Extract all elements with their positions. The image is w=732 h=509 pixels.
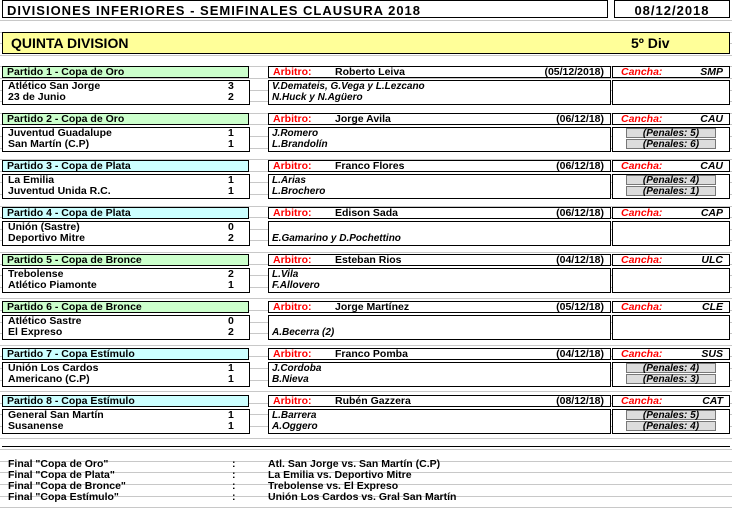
referee-name: Esteban Rios [335, 254, 402, 266]
referee-label: Arbitro: [273, 254, 312, 266]
home-score: 1 [228, 127, 234, 139]
final-name: Final "Copa de Plata" [8, 469, 115, 481]
away-team: Deportivo Mitre [8, 232, 86, 244]
final-sep: : [232, 458, 236, 470]
referee-date: (06/12/18) [556, 160, 604, 172]
away-penalties: (Penales: 1) [626, 186, 716, 196]
home-team: La Emilia [8, 174, 55, 186]
home-team: Trebolense [8, 268, 64, 280]
referee-label: Arbitro: [273, 113, 312, 125]
final-matchup: La Emilia vs. Deportivo Mitre [268, 469, 412, 481]
home-scorers: J.Cordoba [272, 363, 322, 374]
away-team: Juventud Unida R.C. [8, 185, 111, 197]
home-penalties: (Penales: 5) [626, 128, 716, 138]
home-scorers: L.Barrera [272, 410, 317, 421]
away-penalties: (Penales: 6) [626, 139, 716, 149]
cancha-box [612, 160, 730, 172]
referee-label: Arbitro: [273, 348, 312, 360]
away-score: 1 [228, 373, 234, 385]
final-name: Final "Copa Estímulo" [8, 491, 119, 503]
home-penalties: (Penales: 4) [626, 363, 716, 373]
referee-box [268, 254, 611, 266]
cancha-box [612, 113, 730, 125]
referee-name: Edison Sada [335, 207, 399, 219]
cancha-box [612, 348, 730, 360]
cancha-box [612, 66, 730, 78]
away-team: Atlético Piamonte [8, 279, 97, 291]
referee-label: Arbitro: [273, 66, 312, 78]
division-banner [2, 32, 730, 54]
cancha-label: Cancha: [621, 348, 663, 360]
referee-box [268, 113, 611, 125]
away-scorers: N.Huck y N.Agüero [272, 92, 363, 103]
home-scorers: V.Demateis, G.Vega y L.Lezcano [272, 81, 425, 92]
away-score: 1 [228, 279, 234, 291]
final-name: Final "Copa de Oro" [8, 458, 109, 470]
final-sep: : [232, 491, 236, 503]
cancha-label: Cancha: [621, 207, 663, 219]
match-title: Partido 2 - Copa de Oro [2, 113, 249, 125]
referee-date: (06/12/18) [556, 113, 604, 125]
final-matchup: Atl. San Jorge vs. San Martín (C.P) [268, 458, 441, 470]
referee-label: Arbitro: [273, 395, 312, 407]
cancha-label: Cancha: [621, 254, 663, 266]
cancha-label: Cancha: [621, 301, 663, 313]
away-scorers: B.Nieva [272, 374, 309, 385]
away-score: 2 [228, 326, 234, 338]
referee-box [268, 348, 611, 360]
match-title: Partido 5 - Copa de Bronce [2, 254, 249, 266]
referee-name: Roberto Leiva [335, 66, 406, 78]
home-score: 0 [228, 315, 234, 327]
home-scorers: J.Romero [272, 128, 319, 139]
home-score: 1 [228, 409, 234, 421]
referee-name: Jorge Martínez [335, 301, 410, 313]
home-team: Atlético San Jorge [8, 80, 101, 92]
home-team: Unión (Sastre) [8, 221, 80, 233]
away-scorers: A.Oggero [272, 421, 318, 432]
away-scorers: E.Gamarino y D.Pochettino [272, 233, 401, 244]
division-short: 5º Div [631, 35, 670, 51]
home-team: Atlético Sastre [8, 315, 82, 327]
away-team: Americano (C.P) [8, 373, 90, 385]
cancha-label: Cancha: [621, 66, 663, 78]
home-team: Unión Los Cardos [8, 362, 99, 374]
cancha-code: CAP [700, 207, 723, 219]
cancha-code: CAT [702, 395, 723, 407]
away-score: 1 [228, 420, 234, 432]
match-title: Partido 8 - Copa Estímulo [2, 395, 249, 407]
home-penalties: (Penales: 4) [626, 175, 716, 185]
cancha-code: CAU [700, 160, 723, 172]
cancha-code: CAU [700, 113, 723, 125]
away-score: 1 [228, 138, 234, 150]
referee-date: (05/12/2018) [544, 66, 604, 78]
match-title: Partido 6 - Copa de Bronce [2, 301, 249, 313]
away-team: 23 de Junio [8, 91, 66, 103]
cancha-code: ULC [701, 254, 723, 266]
cancha-label: Cancha: [621, 113, 663, 125]
cancha-label: Cancha: [621, 395, 663, 407]
match-title: Partido 3 - Copa de Plata [2, 160, 249, 172]
away-penalties: (Penales: 3) [626, 374, 716, 384]
home-scorers: L.Arias [272, 175, 306, 186]
cancha-code: SUS [701, 348, 723, 360]
final-matchup: Unión Los Cardos vs. Gral San Martín [268, 491, 457, 503]
away-score: 2 [228, 232, 234, 244]
referee-label: Arbitro: [273, 301, 312, 313]
referee-date: (06/12/18) [556, 207, 604, 219]
referee-name: Franco Flores [335, 160, 405, 172]
away-scorers: L.Brandolín [272, 139, 328, 150]
home-team: Juventud Guadalupe [8, 127, 112, 139]
final-sep: : [232, 469, 236, 481]
referee-date: (08/12/18) [556, 395, 604, 407]
match-title: Partido 1 - Copa de Oro [2, 66, 249, 78]
page-title: DIVISIONES INFERIORES - SEMIFINALES CLAUSURA 2018 [2, 0, 608, 18]
header-date: 08/12/2018 [614, 0, 730, 18]
away-team: El Expreso [8, 326, 63, 338]
home-score: 3 [228, 80, 234, 92]
away-scorers: A.Becerra (2) [272, 327, 335, 338]
final-name: Final "Copa de Bronce" [8, 480, 126, 492]
cancha-code: CLE [702, 301, 723, 313]
referee-name: Rubén Gazzera [335, 395, 411, 407]
referee-box [268, 66, 611, 78]
referee-box [268, 160, 611, 172]
referee-name: Franco Pomba [335, 348, 408, 360]
final-sep: : [232, 480, 236, 492]
referee-box [268, 207, 611, 219]
home-score: 0 [228, 221, 234, 233]
home-score: 1 [228, 362, 234, 374]
referee-label: Arbitro: [273, 160, 312, 172]
referee-date: (04/12/18) [556, 254, 604, 266]
cancha-box [612, 207, 730, 219]
referee-name: Jorge Avila [335, 113, 391, 125]
division-name: QUINTA DIVISION [11, 35, 129, 51]
referee-date: (05/12/18) [556, 301, 604, 313]
cancha-label: Cancha: [621, 160, 663, 172]
cancha-box [612, 301, 730, 313]
away-score: 1 [228, 185, 234, 197]
away-penalties: (Penales: 4) [626, 421, 716, 431]
referee-date: (04/12/18) [556, 348, 604, 360]
home-score: 2 [228, 268, 234, 280]
match-title: Partido 7 - Copa Estímulo [2, 348, 249, 360]
cancha-code: SMP [700, 66, 723, 78]
away-team: Susanense [8, 420, 64, 432]
referee-label: Arbitro: [273, 207, 312, 219]
home-score: 1 [228, 174, 234, 186]
final-matchup: Trebolense vs. El Expreso [268, 480, 399, 492]
home-team: General San Martín [8, 409, 104, 421]
away-scorers: L.Brochero [272, 186, 326, 197]
away-score: 2 [228, 91, 234, 103]
cancha-box [612, 254, 730, 266]
home-scorers: L.Vila [272, 269, 299, 280]
referee-box [268, 395, 611, 407]
away-scorers: F.Allovero [272, 280, 320, 291]
match-title: Partido 4 - Copa de Plata [2, 207, 249, 219]
away-team: San Martín (C.P) [8, 138, 90, 150]
referee-box [268, 301, 611, 313]
cancha-box [612, 395, 730, 407]
home-penalties: (Penales: 5) [626, 410, 716, 420]
